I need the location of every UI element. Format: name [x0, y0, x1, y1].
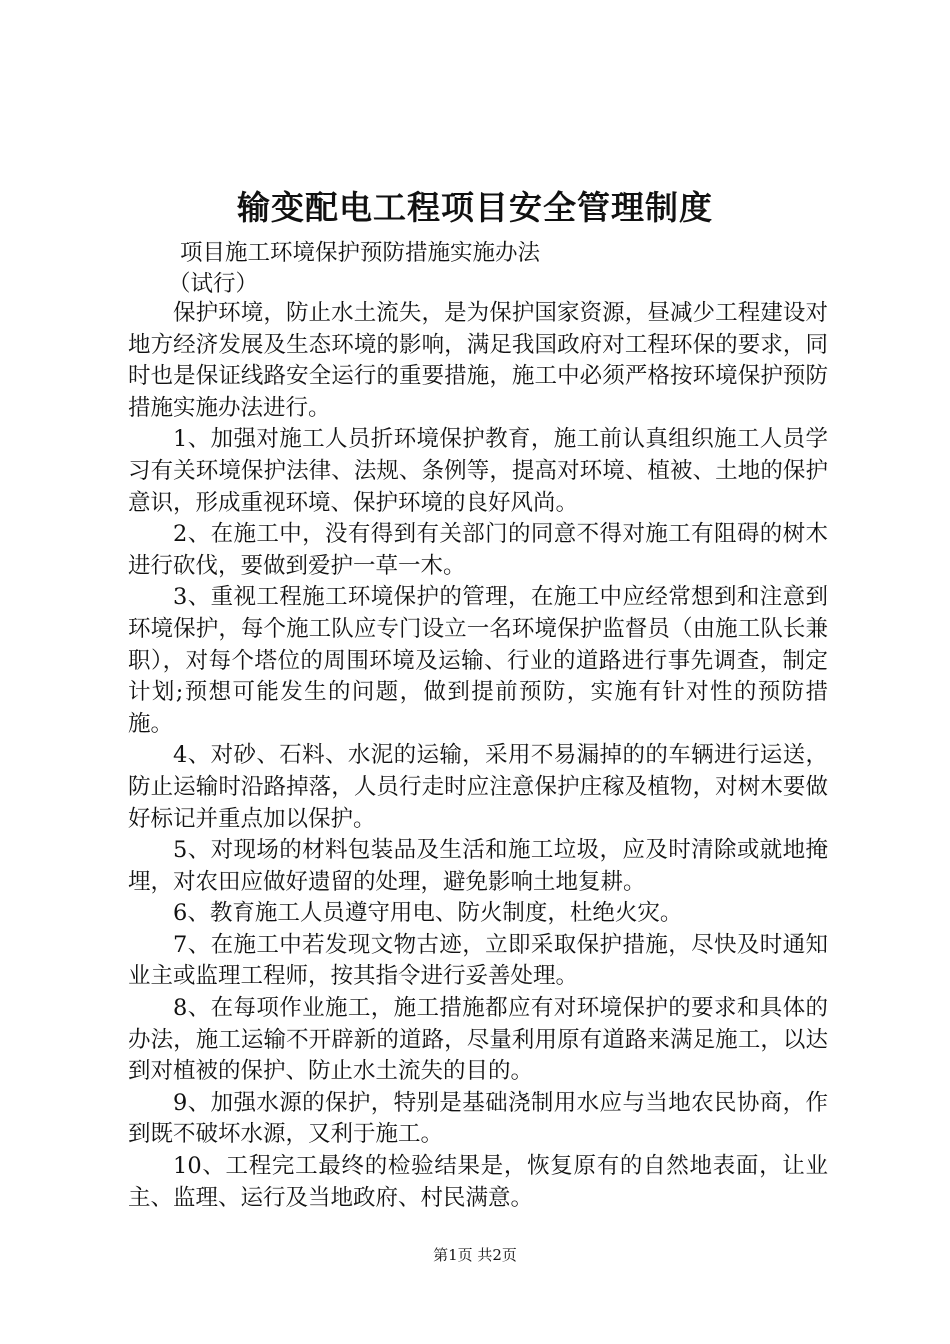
- page-footer: 第1页 共2页: [433, 1246, 517, 1264]
- paragraph-item-10: 10、工程完工最终的检验结果是，恢复原有的自然地表面，让业主、监理、运行及当地政府、村民满意。: [128, 1153, 828, 1211]
- paragraph-item-6: 6、教育施工人员遵守用电、防火制度，杜绝火灾。: [173, 900, 683, 927]
- document-title: 输变配电工程项目安全管理制度: [237, 188, 713, 227]
- paragraph-item-5: 5、对现场的材料包装品及生活和施工垃圾，应及时清除或就地掩埋，对农田应做好遗留的处理，避免影响土地复耕。: [128, 837, 828, 895]
- paragraph-item-3: 3、重视工程施工环境保护的管理，在施工中应经常想到和注意到环境保护，每个施工队应专门设立一名环境保护监督员（由施工队长兼职），对每个塔位的周围环境及运输、行业的道路进行事先调查，制定计划;预想可能发生的问题，做到提前预防，实施有针对性的预防措施。: [128, 584, 828, 737]
- paragraph-item-7: 7、在施工中若发现文物古迹，立即采取保护措施，尽快及时通知业主或监理工程师，按其指令进行妥善处理。: [128, 931, 828, 990]
- trial-note: （试行）: [168, 271, 259, 297]
- paragraph-item-9: 9、加强水源的保护，特别是基础浇制用水应与当地农民协商，作到既不破坏水源，又利于施工。: [128, 1089, 828, 1148]
- paragraph-item-2: 2、在施工中，没有得到有关部门的同意不得对施工有阻碍的树木进行砍伐，要做到爱护一草一木。: [128, 521, 828, 579]
- document-subtitle: 项目施工环境保护预防措施实施办法: [180, 240, 541, 266]
- paragraph-item-1: 1、加强对施工人员折环境保护教育，施工前认真组织施工人员学习有关环境保护法律、法规、条例等，提高对环境、植被、土地的保护意识，形成重视环境、保护环境的良好风尚。: [128, 426, 828, 516]
- paragraph-item-4: 4、对砂、石料、水泥的运输，采用不易漏掉的的车辆进行运送，防止运输时沿路掉落，人员行走时应注意保护庄稼及植物，对树木要做好标记并重点加以保护。: [128, 742, 828, 832]
- paragraph-intro: 保护环境，防止水土流失，是为保护国家资源，昼减少工程建设对地方经济发展及生态环境的影响，满足我国政府对工程环保的要求，同时也是保证线路安全运行的重要措施，施工中必须严格按环境保护预防措施实施办法进行。: [128, 300, 828, 421]
- paragraph-item-8: 8、在每项作业施工，施工措施都应有对环境保护的要求和具体的办法，施工运输不开辟新的道路，尽量利用原有道路来满足施工，以达到对植被的保护、防止水土流失的目的。: [128, 995, 828, 1085]
- document-body: [128, 298, 828, 1214]
